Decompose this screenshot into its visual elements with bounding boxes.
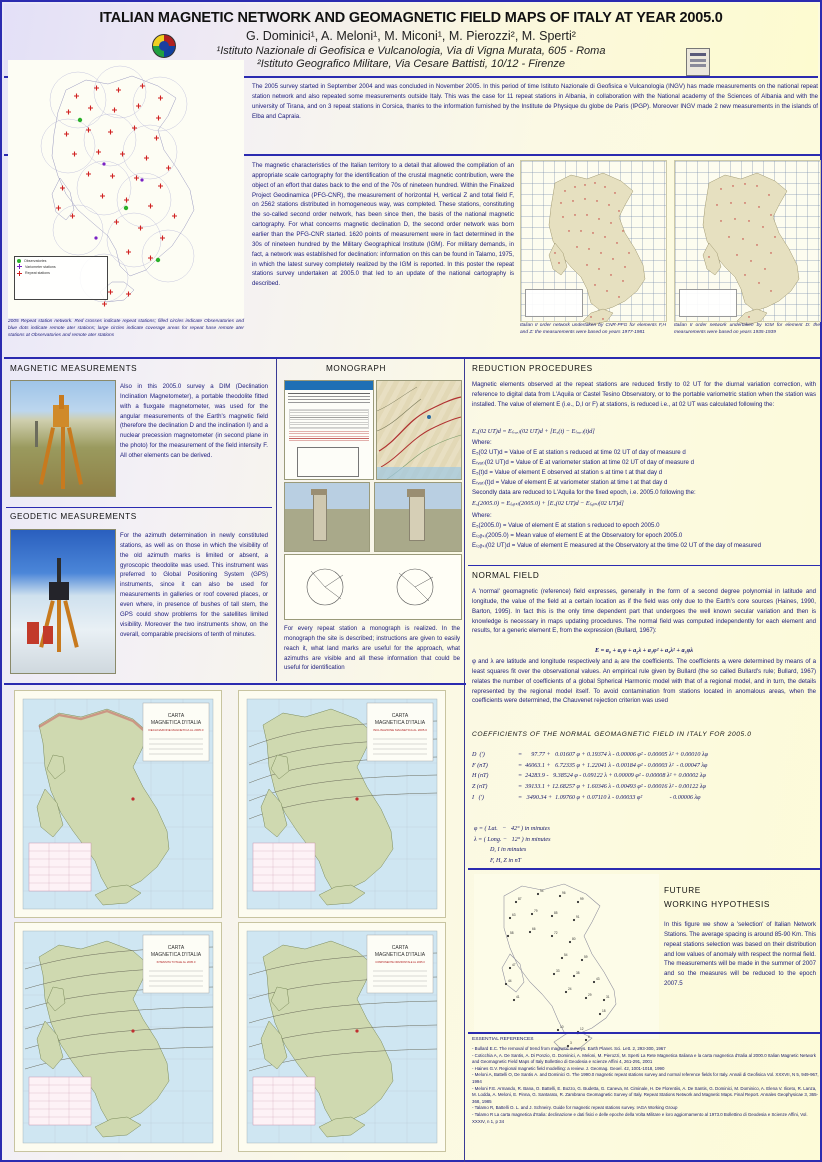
reduction-def-7: E₍ₒᵦₛ₎(02 UT)d = Value of element E measured at the Observatory at the time 02 UT of the day of measured: [472, 542, 761, 549]
legend-label: Repeat stations: [25, 271, 50, 275]
red-cross-icon: [17, 271, 22, 276]
geodetic-measurements-text: For the azimuth determination in newly constituted stations, as well as on those in which the visibility of the old azimuth marks is limited or absent, a gyroscopic theodolite was used. This instrument was preferred to Global Positioning System (GPS) instruments, since it can also be used for measurements in galleries or roof covered places, or even where, in presence of bushes of tall stem, the GPS could show problems for the satellites limited visibility. Moreover the two instruments show, on the overall, comparable precisions of tenth of minutes.: [120, 532, 268, 638]
station-photo-1-thumb: [284, 482, 370, 552]
svg-text:INTENSITA TOTALE AL 2005.0: INTENSITA TOTALE AL 2005.0: [156, 960, 196, 964]
svg-text:59: 59: [584, 955, 588, 959]
coefficient-note: λ = ( Long. − 12° ) in minutes: [474, 836, 551, 843]
svg-text:CARTA: CARTA: [391, 945, 409, 951]
svg-text:18: 18: [602, 1009, 606, 1013]
normal-field-para-2: φ and λ are latitude and longitude respectively and aᵢ are the coefficients. The coefficients aᵢ were determined by means of a least squares fit over the observational values. An empirical rule given by Bullard (the so called Bullard's rule; Bullard, 1967) relates the number of coefficients of a global Spherical Harmonic model with that of a regional model, and in turn, the details represented by the regional model itself. To avoid contamination from stations located in anomalous areas, when the coefficients were determined, the Chauvenet rejection criterion was used: [472, 658, 816, 705]
reduction-formula-2: E₅(2005.0) = E₍ₒᵦₛ₎(2005.0) + [E₅(02 UT)d − E₍ₒᵦₛ₎(02 UT)d]: [472, 500, 624, 507]
svg-text:10: 10: [560, 1025, 564, 1029]
igm-logo-icon: [686, 48, 710, 76]
carta-magnetica-italia-I: [238, 690, 446, 918]
affiliation-igm: ²Istituto Geografico Militare, Via Cesare Battisti, 10/12 - Firenze: [257, 58, 565, 70]
dim-theodolite-photo: [10, 380, 116, 497]
reference-item: - Coticchia A, A. De Santis, A. Di Ponzio, G. Dominici, A. Meloni, M. Pierozzi, M. Sperti La Rete Magnetica Italiana e la carta magnetica d'Italia al 2000.0 Italian Magnetic Network and Geomagnetic Field Maps of Italy Bollettino di Geodesia e scienze Affini 4, 261-291, 2001: [472, 1052, 816, 1065]
column-rule-2: [464, 359, 465, 1162]
topographic-map-thumb: [376, 380, 462, 480]
carta-magnetica-italia-F: [14, 922, 222, 1152]
normal-field-para-1: A 'normal' geomagnetic (reference) field expresses, generally in the form of a second degree polynomial in latitude and longitude, the value of the field at a certain location as if the field was only due to the Earth's core sources (Haines, 1990, Barton, 1995). In fact this is the only time dependent part that undergoes the well known secular variation and then is knowledge is necessary in maps updating procedures. The normal field was computed independently for each element and results, for a generic element E, from the expression (Bullard, 1967):: [472, 588, 816, 635]
svg-text:41: 41: [516, 995, 520, 999]
coefficient-note: F, H, Z in nT: [490, 857, 522, 864]
svg-text:47: 47: [512, 963, 516, 967]
svg-text:MAGNETICA D'ITALIA: MAGNETICA D'ITALIA: [150, 720, 202, 726]
svg-text:31: 31: [606, 995, 610, 999]
monograph-sheet-thumb: [284, 380, 374, 480]
mini-map-inset-2: [679, 289, 737, 317]
reduction-where-2: Where:: [472, 512, 492, 519]
map-legend: [14, 256, 108, 300]
coefficient-note: D, I in minutes: [490, 847, 527, 854]
svg-text:33: 33: [556, 969, 560, 973]
divider-mm-gm: [6, 507, 272, 508]
column-rule-1: [276, 359, 277, 681]
svg-text:54: 54: [564, 953, 568, 957]
svg-text:80: 80: [572, 937, 576, 941]
second-order-network-d-map: [674, 160, 821, 322]
normal-field-formula: E = a₀ + a₁φ + a₂λ + a₃φ² + a₄λ² + a₅φλ: [594, 647, 694, 654]
intro-paragraph: The 2005 survey started in September 2004 and was concluded in November 2005. In this period of time Istituto Nazionale di Geofisica e Vulcanologia (INGV) has made measurements on the national repeat station network and also repeated some measurements outside Italy. This was the case for 11 repeat stations in Albania, in collaboration with the National academy of the Sciences of Albania and with the university of Tirana, and on 3 repeat stations in Corsica, thanks to the information furnished by the Institute de Physique du globe de Paris (IPGP). Moreover INGV made 2 new measurements in the islands of Elba and Capraia.: [252, 83, 818, 120]
characteristics-paragraph: The magnetic characteristics of the Italian territory to a detail that allowed the compilation of an appropriate scale cartography for the identification of the crustal magnetic contribution, were the object of an effort that dates back to the end of the 70s of nineteen hundred. Within the Finalized Project Geodinamica (PFG-CNR), the measurement of horizontal H, vertical Z and total field F, on 2562 stations distributed in homogeneous way, was completed. These stations, constituting the so-called second order network, has been since then, the basis of the national magnetic cartography. For what concerns magnetic declination D, the second order network was born earlier than the PFG-CNR started. 1620 points of measurement were in fact determined in the 30s of nineteen hundred by the Military Geographical Institute (IGM). For military demands, in fact, a network was established for declination: information on this can be found in Talamo, 1975, in which the latest survey completely realized by the IGM is reported. In this poster the repeat stations survey undertaken at 2005.0 that led to an update of the national cartography is described.: [252, 162, 514, 288]
legend-item: [17, 271, 107, 276]
coefficient-element: I ('): [472, 794, 484, 801]
ingv-logo-icon: [152, 34, 176, 58]
reference-item: - Talamo R, Battelli O. L. and J. Schneiry. Guide for magnetic repeat stations survey. IAGA Working Group: [472, 1105, 678, 1111]
mini-map-inset-1: [525, 289, 583, 317]
svg-text:58: 58: [510, 931, 514, 935]
coefficient-element: H (nT): [472, 773, 489, 780]
divider-mid: [4, 357, 822, 359]
green-dot-icon: [17, 259, 21, 263]
svg-text:24: 24: [568, 987, 572, 991]
normal-field-heading: NORMAL FIELD: [472, 571, 540, 580]
magnetic-measurements-heading: MAGNETIC MEASUREMENTS: [10, 364, 138, 373]
reference-item: - Talamo R La carta magnetica d'Italia: declinazione e dati fisici e delle epoche della Volta Militare e loro aggiornamento al 1973.0 Bollettino di Geodesia e Scienze Affini, Vol. XXXIV, n 1, p 34: [472, 1112, 808, 1124]
coefficient-row: [472, 793, 820, 804]
repeat-station-network-map: [8, 60, 244, 318]
carta-I-svg: [239, 691, 445, 917]
coefficient-row: [472, 771, 820, 782]
reference-item: - Meloni A, Battelli O, De Santis A. and Dominici G. The 1990.0 magnetic repeat stations survey and normal reference fields for Italy. Annali di Geofisica Vol. XXXVII, N 5, 949-967, 1994: [472, 1072, 819, 1085]
legend-item: [17, 264, 107, 269]
reduction-def-4: E₍ᵥₐᵣ₎(t)d = Value of element E at variometer station at time t at that day d: [472, 479, 668, 486]
svg-text:12: 12: [580, 1027, 584, 1031]
second-order-network-fhz-map: [520, 160, 667, 322]
coefficients-table: [472, 750, 820, 803]
divider-coef-future: [468, 868, 820, 870]
coefficient-expression: = 46063.1 + 6.72335 φ + 1.22041 λ - 0.00184 φ² - 0.00003 λ² - 0.00047 λφ: [518, 762, 708, 769]
violet-cross-icon: [17, 264, 22, 269]
references-heading: ESSENTIAL REFERENCES: [472, 1037, 534, 1042]
svg-text:DECLINAZIONE MAGNETICA AL 2005: DECLINAZIONE MAGNETICA AL 2005.0: [148, 728, 204, 732]
divider-reduction-normal: [468, 565, 820, 566]
coefficients-title: COEFFICIENTS OF THE NORMAL GEOMAGNETIC FIELD IN ITALY FOR 2005.0: [472, 731, 752, 738]
svg-text:85: 85: [554, 911, 558, 915]
references-list: [472, 1046, 820, 1125]
svg-text:44: 44: [508, 979, 512, 983]
azimuth-sketch-svg: [285, 555, 461, 619]
svg-text:96: 96: [562, 891, 566, 895]
svg-text:INCLINAZIONE MAGNETICA AL 2005: INCLINAZIONE MAGNETICA AL 2005.0: [373, 728, 427, 732]
svg-text:MAGNETICA D'ITALIA: MAGNETICA D'ITALIA: [374, 720, 426, 726]
future-heading-line2: WORKING HYPOTHESIS: [664, 900, 770, 909]
reduction-formula-1: E₅(02 UT)d = E₍ᵥₐᵣ₎(02 UT)d + [E₅(t) − E₍ᵥₐᵣ₎(t)d]: [472, 428, 595, 435]
magnetic-measurements-text: Also in this 2005.0 survey a DIM (Declination Inclination Magnetometer), a portable theodolite fitted with a fluxgate magnetometer, was used for the angular measurements of the Earth's magnetic field (therefore the declination D and the inclination I) and a nuclear precession magnetometer (in second plane in the photo) for the measurement of the field intensity F. All other elements can be derived.: [120, 383, 268, 460]
topo-svg: [377, 381, 461, 479]
reduction-where-1: Where:: [472, 439, 492, 446]
carta-F-svg: [15, 923, 221, 1151]
svg-text:99: 99: [580, 897, 584, 901]
carta-H-svg: [239, 923, 445, 1151]
svg-text:79: 79: [534, 909, 538, 913]
future-heading-line1: FUTURE: [664, 886, 701, 895]
svg-text:72: 72: [554, 931, 558, 935]
svg-text:38: 38: [576, 971, 580, 975]
coefficient-row: [472, 761, 820, 772]
svg-text:MAGNETICA D'ITALIA: MAGNETICA D'ITALIA: [374, 952, 426, 958]
legend-label: Observatories: [24, 258, 47, 263]
affiliation-ingv: ¹Istituto Nazionale di Geofisica e Vulcanologia, Via di Vigna Murata, 605 - Roma: [216, 45, 606, 57]
page-title: ITALIAN MAGNETIC NETWORK AND GEOMAGNETIC FIELD MAPS OF ITALY AT YEAR 2005.0: [99, 10, 723, 26]
coefficient-note: φ = ( Lat. − 42° ) in minutes: [474, 826, 550, 832]
svg-text:6: 6: [588, 1035, 590, 1039]
future-text: In this figure we show a 'selection' of Italian Network Stations. The average spacing is around 85-90 Km. This repeat stations selection was based on their distribution and low values of anomaly with respect the normal field. The measurements will be made in the summer of 2007 and so the measures will be reduced to the epoch 2007.5: [664, 921, 816, 988]
svg-text:87: 87: [518, 897, 522, 901]
legend-label: Variometer stations: [25, 264, 56, 269]
carta-magnetica-italia-D: [14, 690, 222, 918]
svg-text:CARTA: CARTA: [167, 713, 185, 719]
azimuth-sketch-thumb: [284, 554, 462, 620]
coefficient-row: [472, 750, 820, 761]
svg-text:CARTA: CARTA: [167, 945, 185, 951]
svg-text:94: 94: [540, 889, 544, 893]
coefficient-row: [472, 782, 820, 793]
reference-item: - Haines G.V. Regional magnetic field modelling: a review. J. Geomag. Geoel. 42, 1001-1018, 1990: [472, 1065, 665, 1071]
carta-D-svg: [15, 691, 221, 917]
mini-map-caption-2: Italian II order network undertaken by IGM for element D: the measurements were based on years 1935-1939: [674, 323, 820, 335]
coefficient-expression: = 24283.9 - 9.38524 φ - 0.09122 λ + 0.00009 φ² - 0.00008 λ² + 0.00002 λφ: [518, 773, 706, 780]
svg-text:3: 3: [570, 1041, 572, 1045]
reduction-def-3: E₅(t)d = Value of element E observed at station s at time t at that day d: [472, 469, 663, 476]
coefficient-element: D ('): [472, 752, 485, 758]
svg-text:66: 66: [532, 927, 536, 931]
station-photo-2-thumb: [374, 482, 462, 552]
repeat-station-map-caption: 2005 Repeat station network. Red crosses indicate repeat stations; filled circles indicate Observatories and blue dots indicate remote ater stations; large circles indicate coverage areas for repeat hase remote ater stations at Observatories and remote ater stations: [8, 319, 244, 338]
divider-maps-grid: [4, 683, 466, 685]
reduction-def-5: E₅(2005.0) = Value of element E at station s reduced to epoch 2005.0: [472, 522, 660, 529]
carta-magnetica-italia-H: [238, 922, 446, 1152]
reference-item: - Bullard E.C. The removal of trend from magnetic surveys. Earth Planet. Sci. Lett. 2, 293-300, 1967: [472, 1046, 666, 1051]
author-list: G. Dominici¹, A. Meloni¹, M. Miconi¹, M. Pierozzi², M. Sperti²: [246, 29, 576, 43]
monograph-heading: MONOGRAPH: [326, 364, 386, 373]
coefficient-expression: = 3490.34 + 1.09760 φ + 0.07110 λ - 0.00033 φ² - 0.00006 λφ: [518, 794, 701, 801]
mini-map-caption-1: Italian II order network undertaken by CNR-PFG for elements F,H and Z: the measurements were based on years 1977-1981: [520, 323, 666, 335]
reference-item: - Meloni F.E. Armando, R. Bana, O. Battelli, E. Bozzo, G. Budetta, G. Caneva, M. Ciminale, H. De Florentiis, A. De Santis, G. Dominici, M. Dominico, A. Elena V. Iliceto, R. Lanza, M. Lodda, A. Meloni, E. Pinna, G. Santarato, R. Zambrano Geomagnetic Survey of Italy. Repeat Stations Network and Magnetic Maps. Final Report. Annales Geophysicae 3, 365-368, 1985: [472, 1085, 818, 1104]
svg-text:29: 29: [588, 993, 592, 997]
gyroscopic-theodolite-photo: [10, 529, 116, 674]
reduction-def-6: E₍ₒᵦₛ₎(2005.0) = Mean value of element E at the Observatory for epoch 2005.0: [472, 532, 683, 539]
svg-text:91: 91: [576, 915, 580, 919]
legend-item: [17, 259, 107, 263]
svg-text:CARTA: CARTA: [391, 713, 409, 719]
coefficients-notes: [474, 824, 550, 867]
reduction-para-1: Magnetic elements observed at the repeat stations are reduced firstly to 02 UT for the diurnal variation correction, with reference to digital data from L'Aquila or Castel Tesino Observatory, or to the portable variometric station when the station was installed. The value of element E (i.e., D,I or F) at stations, is reduced i.e., at 02 UT was calculated following the:: [472, 381, 816, 408]
coefficient-element: Z (nT): [472, 783, 488, 790]
svg-text:63: 63: [512, 913, 516, 917]
coefficient-element: F (nT): [472, 762, 488, 769]
coefficient-expression: = 97.77 + 0.01607 φ + 0.19374 λ - 0.00006 φ² - 0.00005 λ² + 0.00010 λφ: [518, 752, 708, 758]
svg-text:43: 43: [596, 977, 600, 981]
divider-future-refs: [468, 1032, 820, 1034]
reduction-para-2: Secondly data are reduced to L'Aquila for the fixed epoch, i.e. 2005.0 following the:: [472, 489, 696, 496]
reduction-procedures-heading: REDUCTION PROCEDURES: [472, 364, 593, 373]
reduction-def-2: E₍ᵥₐᵣ₎(02 UT)d = Value of E at variometer station at time 02 UT of day of measure d: [472, 459, 695, 466]
reduction-def-1: E₅(02 UT)d = Value of E at station s reduced at time 02 UT of day of measure d: [472, 449, 686, 456]
geodetic-measurements-heading: GEODETIC MEASUREMENTS: [10, 512, 137, 521]
coefficient-expression: = 39133.1 + 12.68257 φ + 1.60346 λ - 0.00493 φ² - 0.00016 λ² - 0.00122 λφ: [518, 783, 706, 790]
svg-text:COMPONENTE ORIZZONTALE AL 2005: COMPONENTE ORIZZONTALE AL 2005.0: [375, 961, 425, 964]
svg-text:MAGNETICA D'ITALIA: MAGNETICA D'ITALIA: [150, 952, 202, 958]
monograph-text: For every repeat station a monograph is realized. In the monograph the site is described; instructions are given to easily reach it, what land marks are useful for the approach, what azimuths are visible and all these information that could be useful for identification: [284, 625, 460, 672]
